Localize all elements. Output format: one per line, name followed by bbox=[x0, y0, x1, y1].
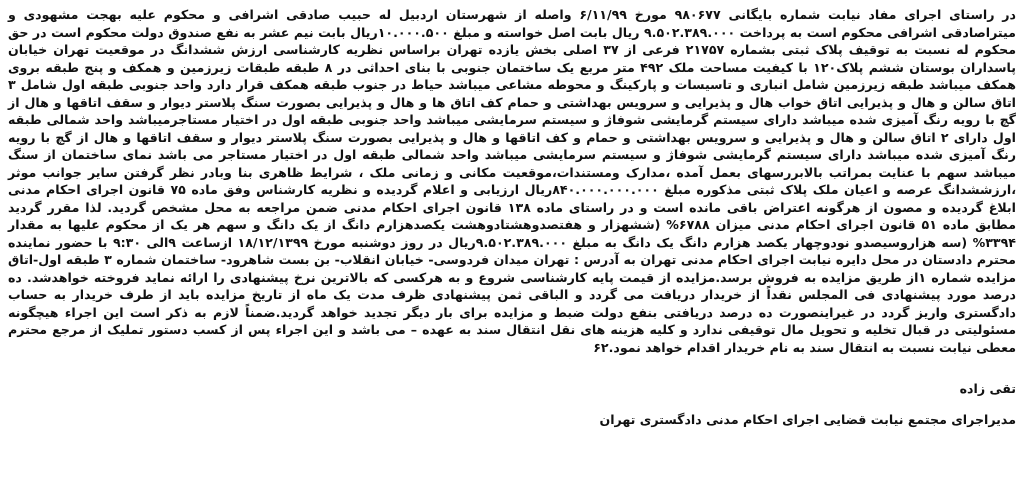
signer-name: تقی زاده bbox=[959, 381, 1016, 396]
notice-body-text: در راستای اجرای مفاد نیابت شماره بایگانی ۹۸۰۶۷۷ مورخ ۶/۱۱/۹۹ واصله از شهرستان اردبیل له حبیب صادقی اشرافی و محکوم علیه بهجت مشهودی و میتراصادقی اشرافی محکوم است به پرداخت ۹.۵۰۲.۳۸۹.۰۰۰ ریال بابت اصل خواسته و مبلغ ۱۰.۰۰۰.۵۰۰ریال بابت نیم عشر به نفع صندوق دولت محکوم است در حق محکوم له نسبت به توقیف پلاک ثبتی بشماره ۲۱۷۵۷ فرعی از ۳۷ اصلی بخش یازده تهران براساس نظریه کارشناسی ارزش ششدانگ در موقعیت تهران خیابان پاسداران بوستان ششم پلاک۱۲۰ با کیفیت مساحت ملک ۴۹۲ متر مربع یک ساختمان جنوبی با بنای احداثی در ۸ طبقه طبقات زیرزمین و همکف و پنج طبقه بروی همکف میباشد طبقه زیرزمین شامل انباری و تاسیسات و پارکینگ و محوطه مشاعی میباشد حیاط در جنوب طبقه همکف قرار دارد واحد جنوبی طبقه اول شامل ۳ اتاق سالن و هال و پذیرایی اتاق خواب هال و پذیرایی و سرویس بهداشتی و حمام کف اتاق ها و هال و پذیرایی بصورت سنگ پلاستر دیوار و سقف اتاقها و هال از گچ با رویه رنگ آمیزی شده میباشد دارای سیستم گرمایشی شوفاژ و سیستم سرمایشی میباشد واحد جنوبی طبقه اول در اختیار مستاجرمیباشد واحد شمالی طبقه اول دارای ۲ اتاق سالن و هال و پذیرایی و سرویس بهداشتی و حمام و کف اتاقها و هال و پذیرایی بصورت سنگ پلاستر دیوار و سقف اتاقها و هال از گچ با رویه رنگ آمیزی شده میباشد دارای سیستم گرمایشی شوفاژ و سیستم سرمایشی میباشد واحد شمالی طبقه اول در اختیار مستاجر می باشد نمای ساختمان از سنگ میباشد سهم با عنایت بمراتب بالابررسهای بعمل آمده ،مدارک ومستندات،موقعیت مکانی و زمانی ملک ، شرایط ظاهری بنا وبادر نظر گرفتن سایر جوانب موثر ،ارزششدانگ عرصه و اعیان ملک پلاک ثبتی مذکوره مبلغ ۸۴۰.۰۰۰.۰۰۰.۰۰۰ریال ارزیابی و اعلام گردیده و نظریه کارشناس وفق ماده ۷۵ قانون اجرای احکام مدنی ابلاغ گردیده و مصون از هرگونه اعتراض باقی مانده است و در راستای ماده ۱۳۸ قانون اجرای احکام مدنی ضمن مراجعه به محل مشخص گردید. لذا مقرر گردید مطابق ماده ۵۱ قانون اجرای احکام مدنی میزان ۶۷۸۸% (ششهزار و هفتصدوهشتادوهشت یکصدهزارم دانگ از یک دانگ و سهم هر یک از محکوم علیها به مقدار ۳۳۹۴% (سه هزاروسیصدو نودوچهار یکصد هزارم دانگ یک دانگ به مبلغ ۹.۵۰۲.۳۸۹.۰۰۰ریال در روز دوشنبه مورخ ۱۸/۱۲/۱۳۹۹ ازساعت ۹الی ۹:۳۰ با حضور نماینده محترم دادستان در محل دایره نیابت اجرای احکام مدنی تهران به آدرس : تهران میدان فردوسی- خیابان انقلاب- بن بست شاهرود- ساختمان شماره ۳ طبقه اول-اتاق مزایده شماره ۱از طریق مزایده به فروش برسد.مزایده از قیمت پایه کارشناسی شروع و به هرکسی که بالاترین نرخ پیشنهادی را ارائه نماید فروخته خواهدشد. ده درصد مورد پیشنهادی فی المجلس نقداً از خریدار دریافت می گردد و الباقی ثمن پیشنهادی ظرف مدت یک ماه از تاریخ مزایده باید از طرف خریدار به حساب دادگستری واریز گردد در غیراینصورت ده درصد دریافتی بنفع دولت ضبط و مزایده برای بار دیگر تجدید خواهد گردید.ضمناً لازم به ذکر است این اجراء هیچگونه مسئولیتی در قبال تخلیه و تحویل مال توقیفی ندارد و کلیه هزینه های نقل انتقال سند به عهده – می باشد و این اجراء پس از کسب دستور تملیک از مرجع محترم معطی نیابت نسبت به انتقال سند به نام خریدار اقدام خواهد نمود.۶۲ bbox=[8, 7, 1017, 355]
signer-title: مدیراجرای مجتمع نیابت قضایی اجرای احکام مدنی دادگستری تهران bbox=[599, 412, 1016, 427]
